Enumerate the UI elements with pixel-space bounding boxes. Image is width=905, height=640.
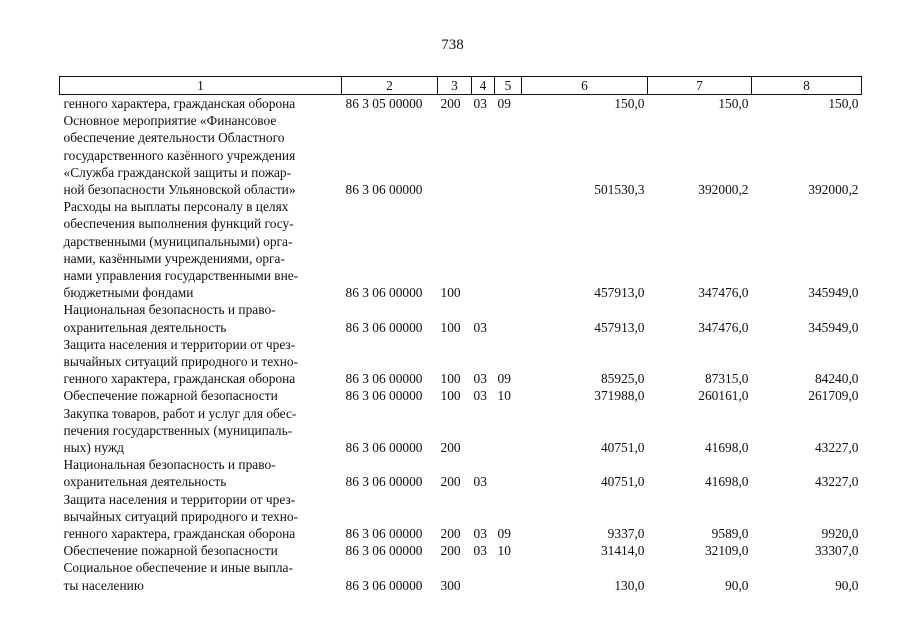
amount-year-1: 457913,0 — [594, 285, 645, 301]
section-code: 03 — [473, 96, 487, 111]
description-line: ной безопасности Ульяновской области» — [63, 182, 296, 198]
header-row — [60, 77, 862, 95]
amount-year-2: 41698,0 — [704, 440, 749, 456]
description-line: генного характера, гражданская оборона — [63, 371, 296, 387]
expense-type-code: 100 — [440, 388, 461, 404]
target-article-code: 86 3 06 00000 — [345, 182, 423, 198]
amount-year-1: 130,0 — [614, 577, 645, 593]
expense-type-code: 200 — [440, 440, 461, 456]
amount-year-2: 392000,2 — [698, 182, 749, 198]
amount-year-1: 31414,0 — [600, 543, 645, 559]
column-header: 6 — [522, 77, 648, 95]
description-line: печения государственных (муниципаль- — [63, 422, 293, 438]
row-description — [60, 405, 342, 457]
table-row — [60, 387, 862, 404]
target-article-code: 86 3 05 00000 — [345, 96, 423, 111]
expense-type-code — [438, 112, 472, 198]
section-code — [472, 559, 495, 593]
description-line: вычайных ситуаций природного и техно- — [63, 354, 299, 370]
description-line: Обеспечение пожарной безопасности — [63, 543, 278, 559]
target-article-code: 86 3 06 00000 — [345, 526, 423, 542]
description-line: Защита населения и территории от чрез- — [63, 491, 296, 507]
amount-year-2: 9589,0 — [711, 526, 749, 542]
table-row — [60, 301, 862, 335]
amount-year-2: 32109,0 — [704, 543, 749, 559]
section-code: 03 — [473, 388, 487, 404]
budget-table — [59, 76, 862, 594]
description-line: нами управления государственными вне- — [63, 268, 299, 284]
table-row — [60, 542, 862, 559]
section-code — [472, 112, 495, 198]
target-article-code: 86 3 06 00000 — [345, 543, 423, 559]
expense-type-code: 300 — [440, 577, 461, 593]
table-row — [60, 456, 862, 490]
description-line: Национальная безопасность и право- — [63, 302, 276, 318]
target-article-code: 86 3 06 00000 — [345, 440, 423, 456]
table-header — [60, 77, 862, 95]
target-article-code: 86 3 06 00000 — [345, 577, 423, 593]
target-article-code: 86 3 06 00000 — [345, 371, 423, 387]
amount-year-3: 43227,0 — [814, 440, 859, 456]
expense-type-code: 100 — [440, 285, 461, 301]
description-line: Обеспечение пожарной безопасности — [63, 388, 278, 404]
column-header: 2 — [342, 77, 438, 95]
target-article-code: 86 3 06 00000 — [345, 474, 423, 490]
target-article-code: 86 3 06 00000 — [345, 319, 423, 335]
row-description — [60, 336, 342, 388]
table-body — [60, 95, 862, 594]
subsection-code: 09 — [497, 526, 511, 542]
table-row — [60, 491, 862, 543]
page-number: 738 — [441, 37, 464, 53]
amount-year-2: 87315,0 — [704, 371, 749, 387]
table-row — [60, 95, 862, 113]
amount-year-2: 347476,0 — [698, 319, 749, 335]
target-article-code: 86 3 06 00000 — [345, 285, 423, 301]
column-header: 4 — [472, 77, 495, 95]
amount-year-1: 501530,3 — [594, 182, 645, 198]
row-description — [60, 387, 342, 404]
description-line: Социальное обеспечение и иные выпла- — [63, 560, 293, 576]
description-line: обеспечения выполнения функций госу- — [63, 216, 294, 232]
section-code — [472, 405, 495, 457]
amount-year-2: 260161,0 — [698, 388, 749, 404]
expense-type-code: 200 — [440, 474, 461, 490]
row-description — [60, 198, 342, 301]
amount-year-3: 392000,2 — [808, 182, 859, 198]
description-line: охранительная деятельность — [63, 319, 227, 335]
description-line: генного характера, гражданская оборона — [63, 96, 296, 111]
section-code: 03 — [473, 319, 487, 335]
section-code: 03 — [473, 526, 487, 542]
amount-year-3: 261709,0 — [808, 388, 859, 404]
amount-year-3: 345949,0 — [808, 285, 859, 301]
description-line: Закупка товаров, работ и услуг для обес- — [63, 405, 297, 421]
amount-year-1: 9337,0 — [607, 526, 645, 542]
description-line: бюджетными фондами — [63, 285, 194, 301]
section-code: 03 — [473, 543, 487, 559]
table-row — [60, 198, 862, 301]
column-header: 5 — [495, 77, 522, 95]
subsection-code: 09 — [497, 371, 511, 387]
subsection-code — [495, 559, 522, 593]
table-row — [60, 559, 862, 593]
amount-year-2: 347476,0 — [698, 285, 749, 301]
amount-year-3: 345949,0 — [808, 319, 859, 335]
amount-year-2: 150,0 — [718, 96, 749, 111]
description-line: ты населению — [63, 577, 144, 593]
column-header: 8 — [752, 77, 862, 95]
row-description — [60, 95, 342, 113]
description-line: охранительная деятельность — [63, 474, 227, 490]
description-line: Национальная безопасность и право- — [63, 457, 276, 473]
row-description — [60, 301, 342, 335]
expense-type-code: 100 — [440, 319, 461, 335]
subsection-code: 09 — [497, 96, 511, 111]
amount-year-3: 43227,0 — [814, 474, 859, 490]
column-header: 7 — [648, 77, 752, 95]
expense-type-code: 200 — [440, 543, 461, 559]
table-row — [60, 336, 862, 388]
row-description — [60, 491, 342, 543]
amount-year-1: 85925,0 — [600, 371, 645, 387]
amount-year-1: 40751,0 — [600, 440, 645, 456]
expense-type-code: 100 — [440, 371, 461, 387]
subsection-code — [495, 198, 522, 301]
table-row — [60, 112, 862, 198]
description-line: Защита населения и территории от чрез- — [63, 336, 296, 352]
expense-type-code: 200 — [440, 526, 461, 542]
subsection-code: 10 — [497, 543, 511, 559]
amount-year-3: 150,0 — [828, 96, 859, 111]
amount-year-3: 90,0 — [835, 577, 859, 593]
description-line: дарственными (муниципальными) орга- — [63, 233, 293, 249]
description-line: государственного казённого учреждения — [63, 147, 296, 163]
column-header: 1 — [60, 77, 342, 95]
description-line: «Служба гражданской защиты и пожар- — [63, 164, 292, 180]
description-line: вычайных ситуаций природного и техно- — [63, 508, 299, 524]
section-code — [472, 198, 495, 301]
amount-year-3: 9920,0 — [821, 526, 859, 542]
subsection-code — [495, 301, 522, 335]
description-line: обеспечение деятельности Областного — [63, 130, 285, 146]
subsection-code — [495, 112, 522, 198]
table-row — [60, 405, 862, 457]
amount-year-1: 371988,0 — [594, 388, 645, 404]
amount-year-1: 40751,0 — [600, 474, 645, 490]
row-description — [60, 112, 342, 198]
description-line: Основное мероприятие «Финансовое — [63, 113, 277, 129]
subsection-code — [495, 456, 522, 490]
amount-year-1: 457913,0 — [594, 319, 645, 335]
amount-year-3: 84240,0 — [814, 371, 859, 387]
row-description — [60, 559, 342, 593]
section-code: 03 — [473, 474, 487, 490]
row-description — [60, 456, 342, 490]
row-description — [60, 542, 342, 559]
description-line: нами, казёнными учреждениями, орга- — [63, 250, 285, 266]
column-header: 3 — [438, 77, 472, 95]
amount-year-1: 150,0 — [614, 96, 645, 111]
expense-type-code: 200 — [440, 96, 461, 111]
subsection-code: 10 — [497, 388, 511, 404]
amount-year-3: 33307,0 — [814, 543, 859, 559]
target-article-code: 86 3 06 00000 — [345, 388, 423, 404]
amount-year-2: 41698,0 — [704, 474, 749, 490]
description-line: ных) нужд — [63, 440, 124, 456]
description-line: Расходы на выплаты персоналу в целях — [63, 199, 289, 215]
description-line: генного характера, гражданская оборона — [63, 526, 296, 542]
section-code: 03 — [473, 371, 487, 387]
amount-year-2: 90,0 — [725, 577, 749, 593]
subsection-code — [495, 405, 522, 457]
